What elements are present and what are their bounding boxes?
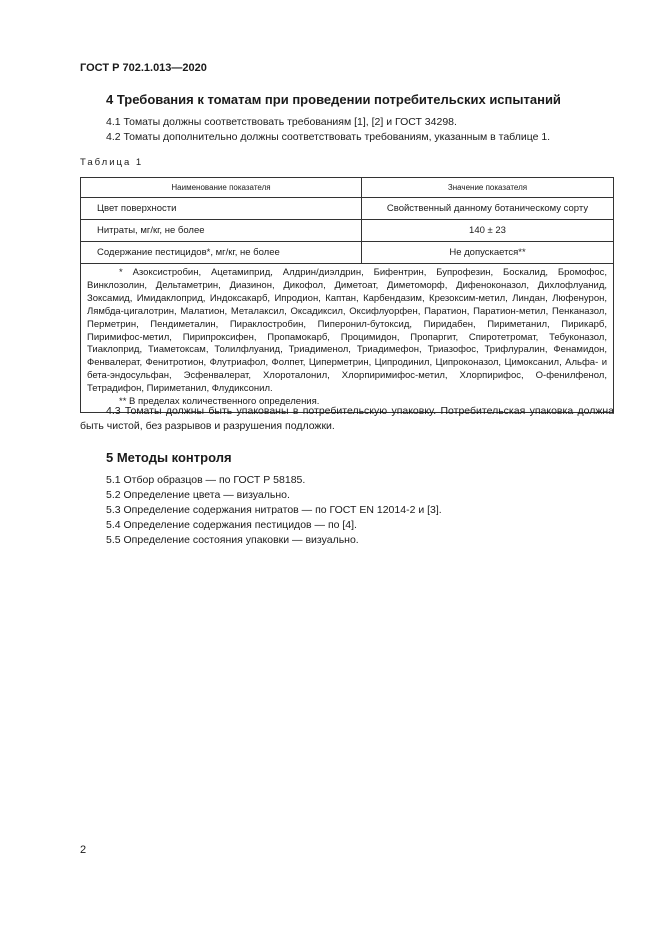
- row-indicator-name: Содержание пестицидов*, мг/кг, не более: [81, 242, 362, 264]
- list-item: 5.3 Определение содержания нитратов — по ГОСТ EN 12014-2 и [3].: [106, 504, 442, 516]
- quantification-note: ** В пределах количественного определения.: [119, 396, 320, 408]
- list-item: 5.1 Отбор образцов — по ГОСТ Р 58185.: [106, 474, 306, 486]
- table-notes-row: [81, 264, 614, 413]
- section-4-title: 4 Требования к томатам при проведении потребительских испытаний: [106, 92, 561, 107]
- table-row: [81, 242, 614, 264]
- row-indicator-name: Нитраты, мг/кг, не более: [81, 220, 362, 242]
- table-header-row: [81, 178, 614, 198]
- list-item: 5.5 Определение состояния упаковки — визуально.: [106, 534, 359, 546]
- page-number: 2: [80, 844, 87, 856]
- row-indicator-name: Цвет поверхности: [81, 198, 362, 220]
- row-indicator-value: Не допускается**: [362, 242, 614, 264]
- table-notes-cell: [81, 264, 614, 413]
- document-header: ГОСТ Р 702.1.013—2020: [80, 62, 207, 74]
- requirements-table: [80, 177, 614, 413]
- column-header-indicator: Наименование показателя: [81, 178, 362, 198]
- list-item: 5.2 Определение цвета — визуально.: [106, 489, 290, 501]
- paragraph-4-3: 4.3 Томаты должны быть упакованы в потребительскую упаковку. Потребительская упаковка должна быть чистой, без разрывов и разрушения подложки.: [80, 405, 614, 432]
- list-item: 5.4 Определение содержания пестицидов — по [4].: [106, 519, 357, 531]
- section-5-title: 5 Методы контроля: [106, 450, 232, 465]
- row-indicator-value: Свойственный данному ботаническому сорту: [362, 198, 614, 220]
- pesticide-list-note: * Азоксистробин, Ацетамиприд, Алдрин/диэлдрин, Бифентрин, Бупрофезин, Боскалид, Бромофос, Винклозолин, Дельтаметрин, Диазинон, Дикофол, Диметоат, Диметоморф, Дифеноконазол, Дихлофлуанид, Зоксамид, Имидаклоприд, Индоксакарб, Ипродион, Каптан, Карбендазим, Крезоксим-метил, Линдан, Люфенурон, Лямбда-цигалотрин, Малатион, Металаксил, Оксадиксил, Оксифлуорфен, Паратион, Паратион-метил, Пенканазол, Перметрин, Пендиметалин, Пираклостробин, Пиперонил-бутоксид, Пиридабен, Пириметанил, Пирикарб, Пиримифос-метил, Пирипроксифен, Пропамокарб, Процимидон, Пропаргит, Спиротетромат, Тебуконазол, Тиаклоприд, Тиаметоксам, Толилфлуанид, Триадименол, Триадимефон, Триазофос, Трифлуралин, Фенамидон, Фенвалерат, Фенитротион, Флутриафол, Фолпет, Циперметрин, Ципродинил, Ципроконазол, Цимоксанил, Альфа- и бета-эндосульфан, Эсфенвалерат, Хлороталонил, Хлорпиримифос-метил, Хлорпирифос, О-фенилфенол, Тетрадифон, Пириметанил, Флудиксонил.: [87, 267, 607, 395]
- table-caption: Таблица 1: [80, 157, 144, 168]
- row-indicator-value: 140 ± 23: [362, 220, 614, 242]
- table-row: [81, 198, 614, 220]
- table-row: [81, 220, 614, 242]
- paragraph-4-2: 4.2 Томаты дополнительно должны соответствовать требованиям, указанным в таблице 1.: [106, 131, 551, 143]
- paragraph-4-1: 4.1 Томаты должны соответствовать требованиям [1], [2] и ГОСТ 34298.: [106, 116, 457, 128]
- column-header-value: Значение показателя: [362, 178, 614, 198]
